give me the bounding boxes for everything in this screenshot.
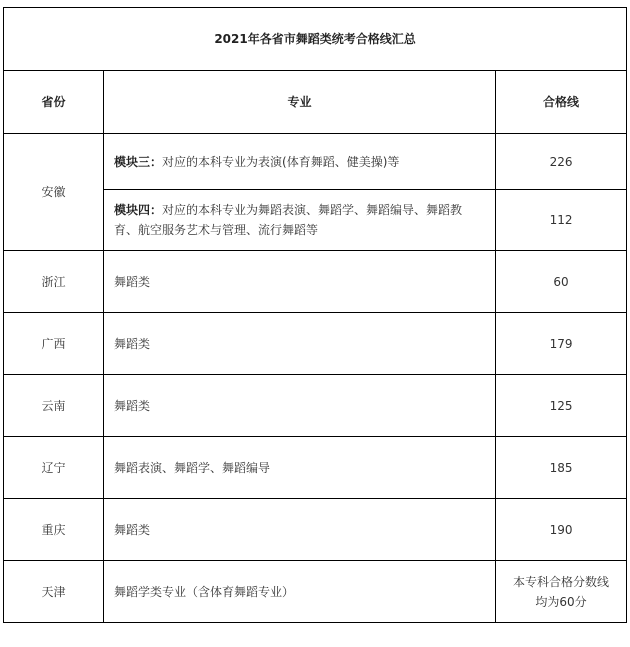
province-cell: 辽宁	[4, 437, 104, 499]
table-title: 2021年各省市舞蹈类统考合格线汇总	[4, 8, 627, 71]
major-cell: 舞蹈类	[104, 375, 496, 437]
cutoff-table	[3, 7, 627, 623]
table-row	[4, 499, 627, 561]
score-cell	[496, 561, 627, 623]
province-cell: 安徽	[4, 134, 104, 251]
major-text: 对应的本科专业为舞蹈表演、舞蹈学、舞蹈编导、舞蹈教育、航空服务艺术与管理、流行舞蹈等	[114, 203, 463, 237]
major-cell: 舞蹈类	[104, 313, 496, 375]
score-line-2: 均为60分	[535, 594, 587, 609]
province-cell: 重庆	[4, 499, 104, 561]
major-cell: 舞蹈类	[104, 251, 496, 313]
major-text: 对应的本科专业为表演(体育舞蹈、健美操)等	[162, 154, 400, 169]
major-cell: 舞蹈表演、舞蹈学、舞蹈编导	[104, 437, 496, 499]
score-cell: 185	[496, 437, 627, 499]
major-cell	[104, 134, 496, 190]
table-row	[4, 561, 627, 623]
module-label: 模块四：	[114, 203, 163, 217]
province-cell: 广西	[4, 313, 104, 375]
score-cell: 190	[496, 499, 627, 561]
table-row	[4, 313, 627, 375]
province-cell: 浙江	[4, 251, 104, 313]
header-province: 省份	[4, 71, 104, 134]
score-line-1: 本专科合格分数线	[513, 574, 610, 589]
province-cell: 云南	[4, 375, 104, 437]
header-major: 专业	[104, 71, 496, 134]
score-cell: 125	[496, 375, 627, 437]
score-cell: 112	[496, 190, 627, 251]
score-cell: 226	[496, 134, 627, 190]
header-score: 合格线	[496, 71, 627, 134]
table-row	[4, 375, 627, 437]
province-cell: 天津	[4, 561, 104, 623]
header-row	[4, 71, 627, 134]
score-cell: 60	[496, 251, 627, 313]
table-row	[4, 251, 627, 313]
major-cell	[104, 190, 496, 251]
module-label: 模块三：	[114, 154, 163, 169]
major-cell: 舞蹈类	[104, 499, 496, 561]
table-row	[4, 134, 627, 190]
score-cell: 179	[496, 313, 627, 375]
table-row	[4, 437, 627, 499]
major-cell: 舞蹈学类专业（含体育舞蹈专业）	[104, 561, 496, 623]
